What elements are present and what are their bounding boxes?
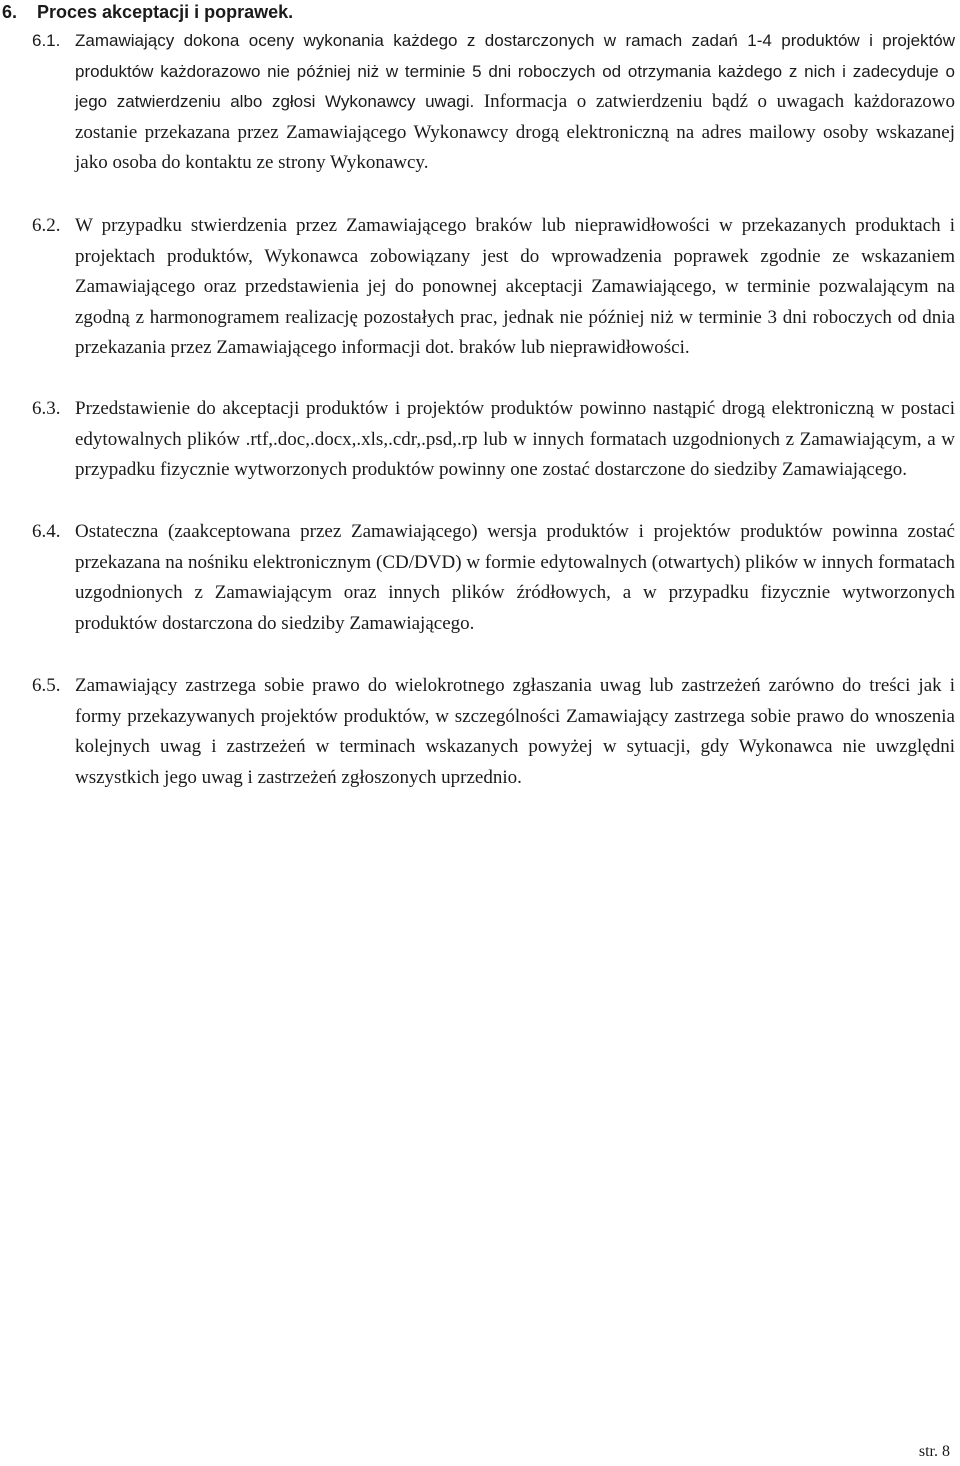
clause-text: Zamawiający zastrzega sobie prawo do wielokrotnego zgłaszania uwag lub zastrzeżeń zarówno do treści jak i formy przekazywanych projektów produktów, w szczególności Zamawiający zastrzega sobie prawo do wnoszenia kolejnych uwag i zastrzeżeń w terminach wskazanych powyżej w sytuacji, gdy Wykonawca nie uwzględni wszystkich jego uwag i zastrzeżeń zgłoszonych uprzednio. bbox=[75, 675, 955, 788]
clause-text: Przedstawienie do akceptacji produktów i projektów produktów powinno nastąpić drogą elektroniczną w postaci edytowalnych plików .rtf,.doc,.docx,.xls,.cdr,.psd,.rp lub w innych formatach uzgodnionych z Zamawiającym, a w przypadku fizycznie wytworzonych produktów powinny one zostać dostarczone do siedziby Zamawiającego. bbox=[75, 398, 955, 481]
clause-number: 6.5. bbox=[32, 675, 61, 696]
clause-number: 6.3. bbox=[32, 398, 61, 419]
clause-text bbox=[75, 26, 955, 179]
clause-number: 6.2. bbox=[32, 215, 61, 236]
clause-6-2 bbox=[32, 211, 955, 364]
clause-6-1 bbox=[32, 26, 955, 179]
clause-text-serif: Informacja o zatwierdzeniu bądź o uwagach każdorazowo zostanie przekazana przez Zamawiającego Wykonawcy drogą elektroniczną na adres mailowy osoby wskazanej jako osoba do kontaktu ze strony Wykonawcy. bbox=[75, 91, 956, 174]
clause-6-5 bbox=[32, 671, 955, 793]
clause-text: Ostateczna (zaakceptowana przez Zamawiającego) wersja produktów i projektów produktów powinna zostać przekazana na nośniku elektronicznym (CD/DVD) w formie edytowalnych (otwartych) plików w innych formatach uzgodnionych z Zamawiającym oraz innych plików źródłowych, a w przypadku fizycznie wytworzonych produktów dostarczona do siedziby Zamawiającego. bbox=[75, 521, 955, 634]
section-title: Proces akceptacji i poprawek. bbox=[37, 2, 294, 22]
page-number: str. 8 bbox=[918, 1443, 950, 1460]
clause-text: W przypadku stwierdzenia przez Zamawiającego braków lub nieprawidłowości w przekazanych produktach i projektach produktów, Wykonawca zobowiązany jest do wprowadzenia poprawek zgodnie ze wskazaniem Zamawiającego oraz przedstawienia jej do ponownej akceptacji Zamawiającego, w terminie pozwalającym na zgodną z harmonogramem realizację pozostałych prac, jednak nie później niż w terminie 3 dni roboczych od dnia przekazania przez Zamawiającego informacji dot. braków lub nieprawidłowości. bbox=[75, 215, 955, 359]
clause-number: 6.1. bbox=[32, 31, 61, 50]
clause-6-3 bbox=[32, 394, 955, 486]
section-heading bbox=[2, 0, 293, 24]
clause-6-4 bbox=[32, 517, 955, 639]
clause-number: 6.4. bbox=[32, 521, 61, 542]
section-number: 6. bbox=[2, 2, 18, 22]
clause-text-sans: Zamawiający dokona oceny wykonania każdego z dostarczonych w ramach zadań 1-4 produktów i projektów produktów każdorazowo nie później niż w terminie 5 dni roboczych od otrzymania każdego z nich i zadecyduje o jego zatwierdzeniu albo zgłosi Wykonawcy uwagi. bbox=[75, 31, 955, 112]
